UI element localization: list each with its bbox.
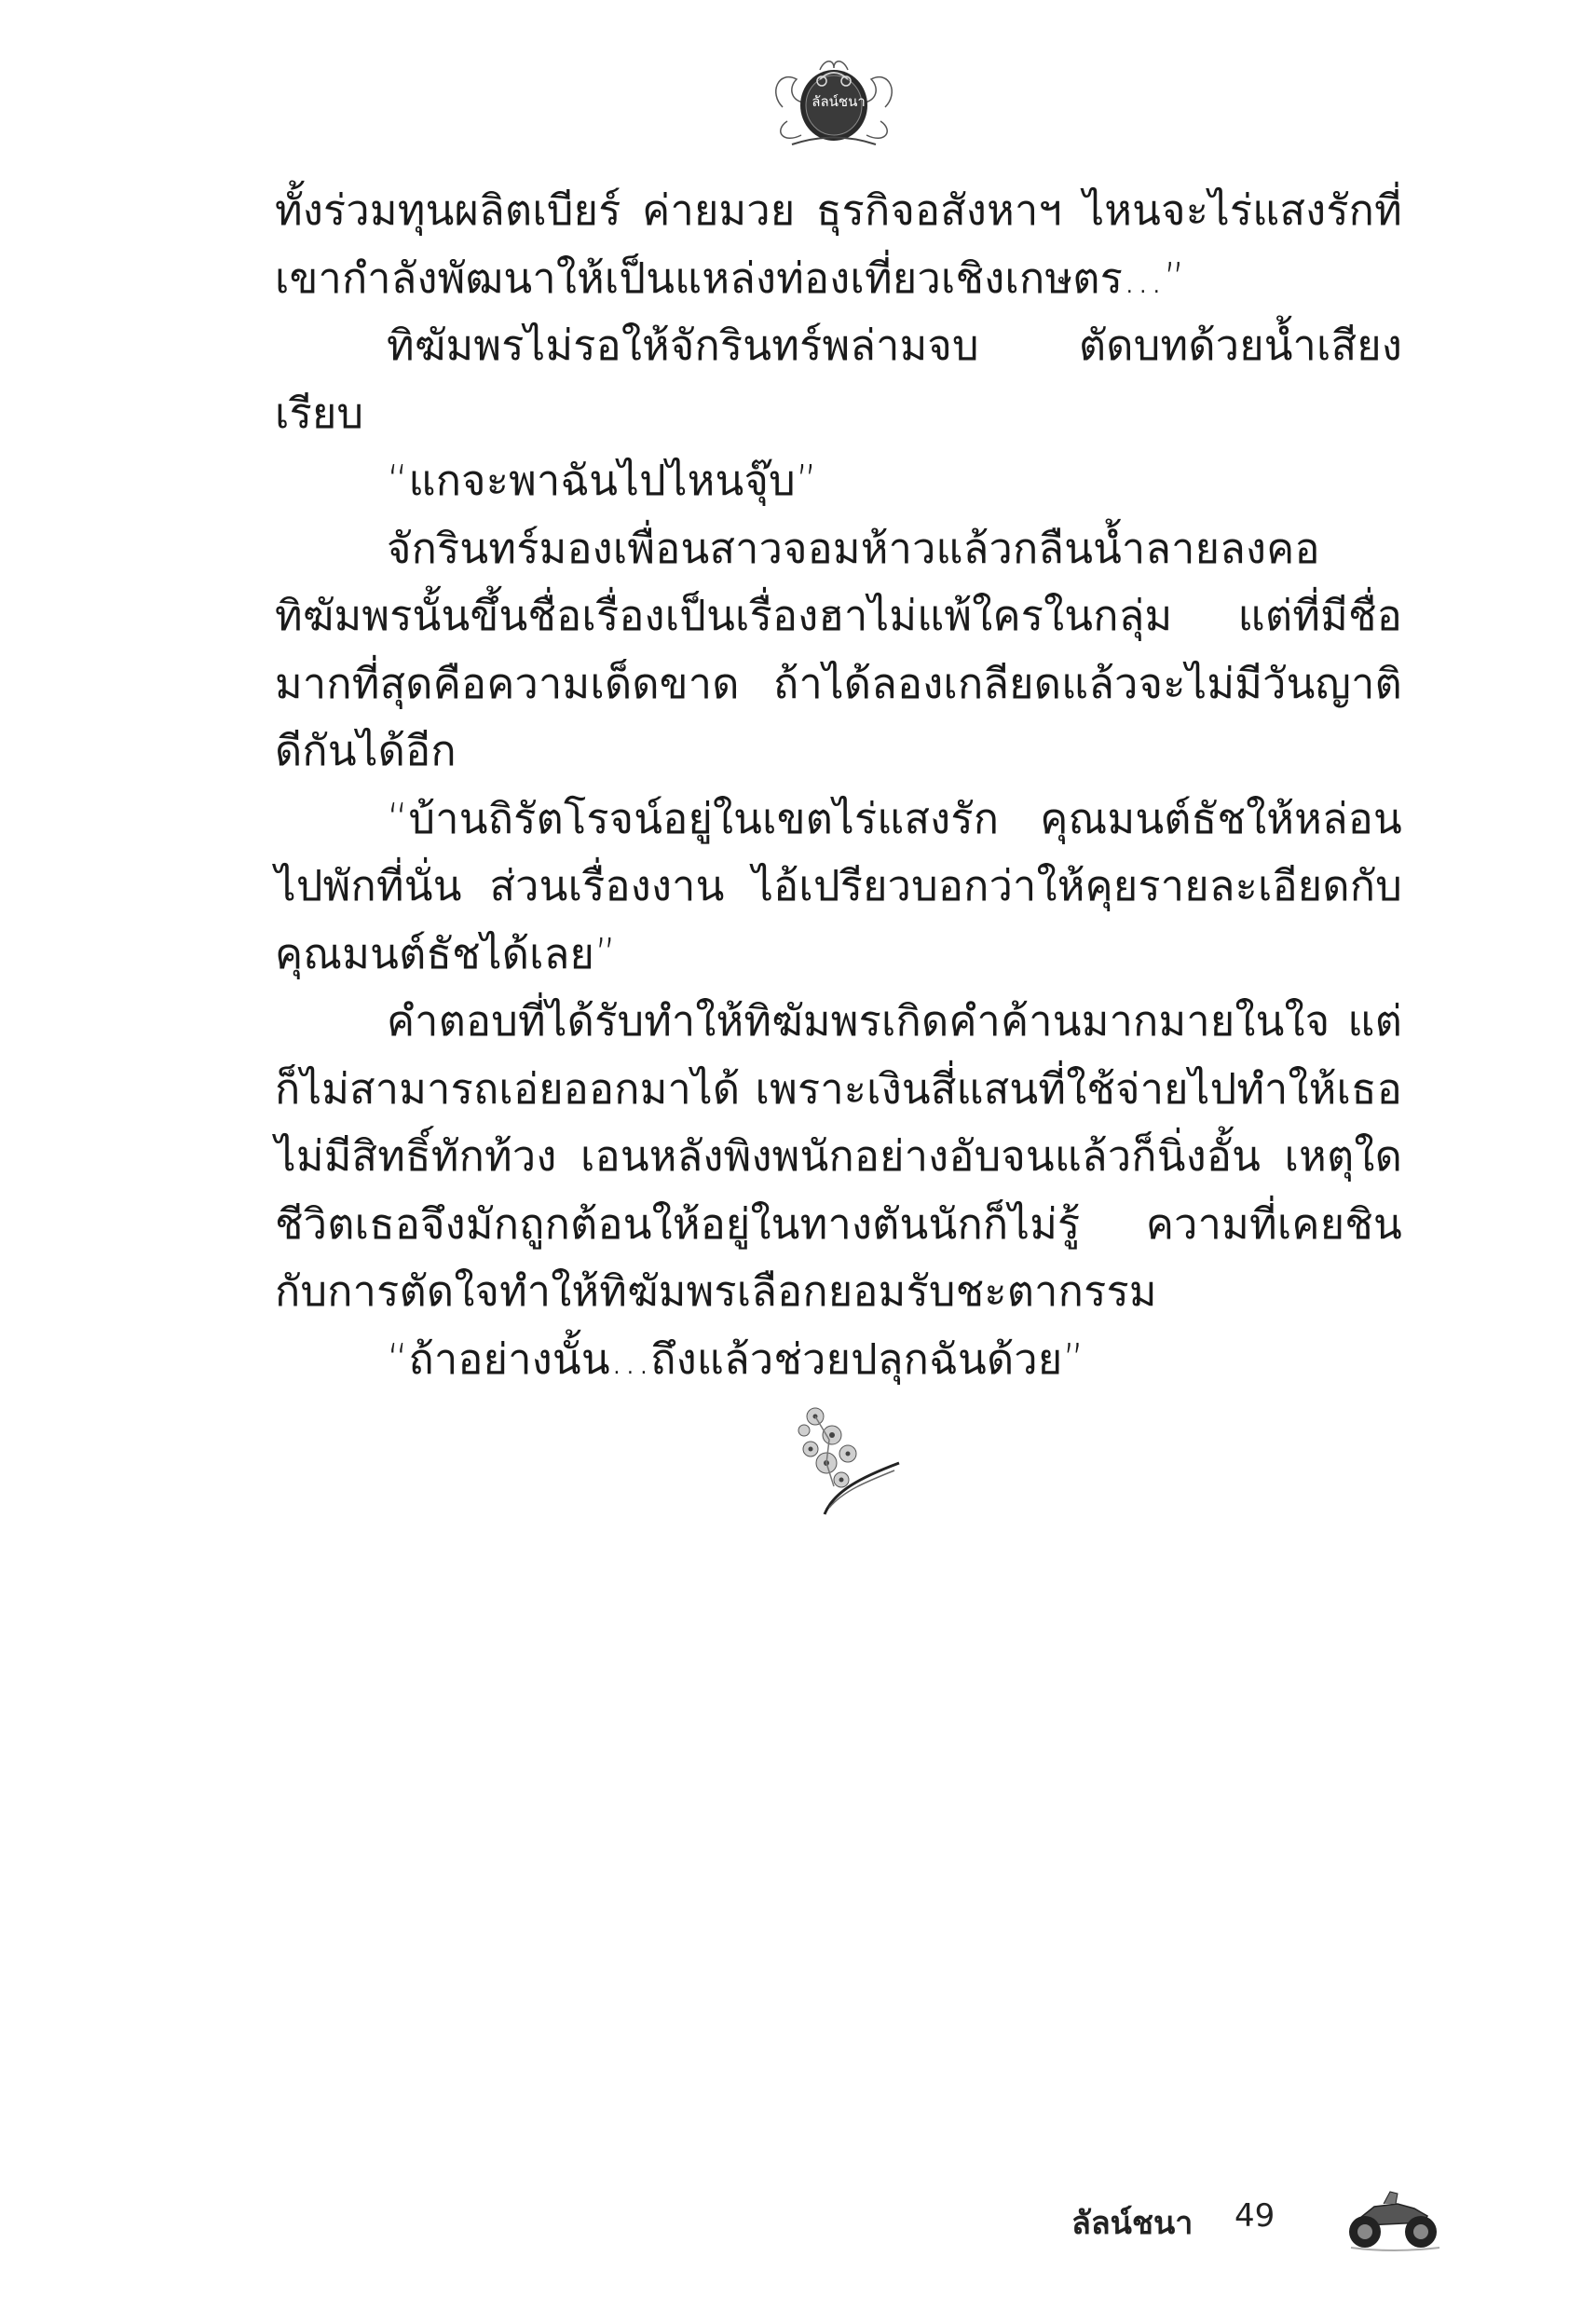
paragraph-3: “แกจะพาฉันไปไหนจุ๊บ” (387, 456, 818, 505)
body-text (275, 177, 1402, 1393)
footer-book-title: ลัลน์ชนา (1071, 2205, 1194, 2242)
paragraph-2: ทิฆัมพรไม่รอให้จักรินทร์พล่ามจบ ตัดบทด้วยน้ำเสียงเรียบ (275, 321, 1402, 438)
page-number: 49 (1235, 2197, 1275, 2235)
paragraph-7: “ถ้าอย่างนั้น...ถึงแล้วช่วยปลุกฉันด้วย” (387, 1333, 1084, 1384)
logo-lettering: ลัลน์ชนา (812, 93, 866, 110)
atv-icon (1342, 2181, 1444, 2255)
paragraph-5: “บ้านถิรัตโรจน์อยู่ในเขตไร่แสงรัก คุณมนต์ธัชให้หล่อนไปพักที่นั่น ส่วนเรื่องงาน ไอ้เปรียวบอกว่าให้คุยรายละเอียดกับคุณมนต์ธัชได้เลย” (275, 793, 1402, 978)
paragraph-4: จักรินทร์มองเพื่อนสาวจอมห้าวแล้วกลืนน้ำลายลงคอ ทิฆัมพรนั้นขึ้นชื่อเรื่องเป็นเรื่องฮาไม่แพ้ใครในกลุ่ม แต่ที่มีชื่อมากที่สุดคือความเด็ดขาด ถ้าได้ลองเกลียดแล้วจะไม่มีวันญาติดีกันได้อีก (275, 523, 1402, 775)
paragraph-6: คำตอบที่ได้รับทำให้ทิฆัมพรเกิดคำค้านมากมายในใจ แต่ก็ไม่สามารถเอ่ยออกมาได้ เพราะเงินสี่แสนที่ใช้จ่ายไปทำให้เธอไม่มีสิทธิ์ทักท้วง เอนหลังพิงพนักอย่างอับจนแล้วก็นิ่งอั้น เหตุใดชีวิตเธอจึงมักถูกต้อนให้อยู่ในทางตันนักก็ไม่รู้ ความที่เคยชินกับการตัดใจทำให้ทิฆัมพรเลือกยอมรับชะตากรรม (275, 996, 1402, 1316)
paragraph-1: ทั้งร่วมทุนผลิตเบียร์ ค่ายมวย ธุรกิจอสังหาฯ ไหนจะไร่แสงรักที่เขากำลังพัฒนาให้เป็นแหล่งท่องเที่ยวเชิงเกษตร...” (275, 185, 1402, 303)
page-footer (1071, 2181, 1463, 2255)
blossom-branch-icon (778, 1398, 908, 1519)
